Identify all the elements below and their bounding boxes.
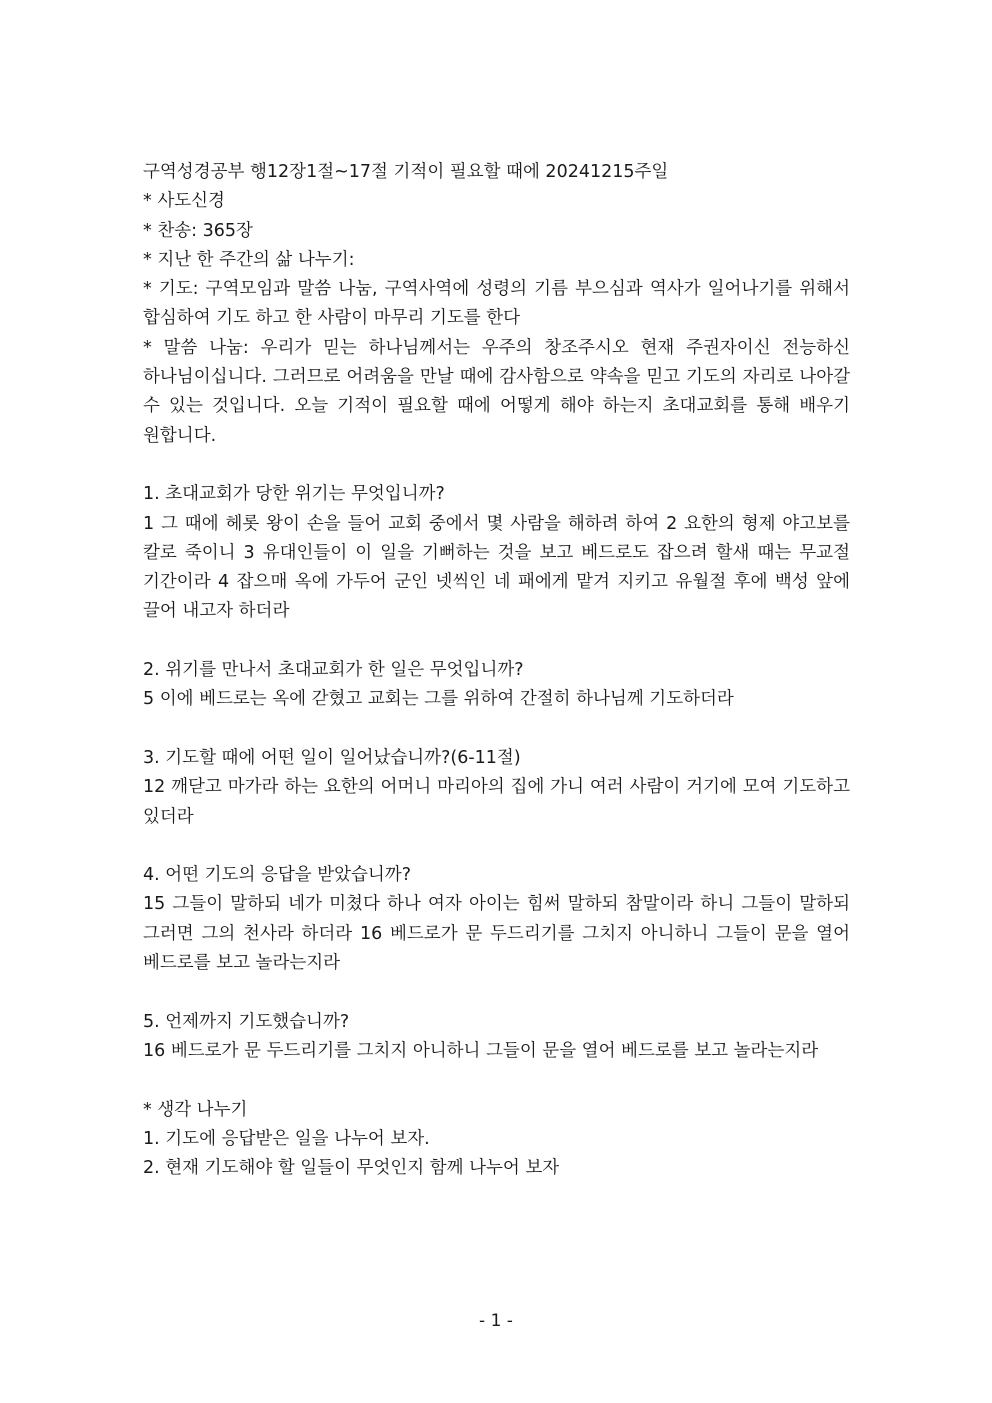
question-3: 3. 기도할 때에 어떤 일이 일어났습니까?(6-11절) [143, 747, 521, 768]
spacer [143, 627, 850, 656]
reflection-item: 1. 기도에 응답받은 일을 나누어 보자. [143, 1128, 430, 1149]
life-sharing-item: * 지난 한 주간의 삶 나누기: [143, 249, 355, 270]
answer-1: 1 그 때에 헤롯 왕이 손을 들어 교회 중에서 몇 사람을 해하려 하여 2 요한의 형제 야고보를 칼로 죽이니 3 유대인들이 이 일을 기뻐하는 것을 보고 베드로도 잡으려 할새 때는 무교절 기간이라 4 잡으매 옥에 가두어 군인 넷씩인 네 패에게 맡겨 지키고 유월절 후에 백성 앞에 끌어 내고자 하더라 [143, 513, 850, 622]
message-sharing-item: * 말씀 나눔: 우리가 믿는 하나님께서는 우주의 창조주시오 현재 주권자이신 전능하신 하나님이십니다. 그러므로 어려움을 만날 때에 감사함으로 약속을 믿고 기도의 자리로 나아갈 수 있는 것입니다. 오늘 기적이 필요할 때에 어떻게 해야 하는지 초대교회를 통해 배우기 원합니다. [143, 337, 850, 446]
answer-5: 16 베드로가 문 두드리기를 그치지 아니하니 그들이 문을 열어 베드로를 보고 놀라는지라 [143, 1040, 819, 1061]
spacer [143, 832, 850, 861]
prayer-item: * 기도: 구역모임과 말씀 나눔, 구역사역에 성령의 기름 부으심과 역사가 일어나기를 위해서 합심하여 기도 하고 한 사람이 마무리 기도를 한다 [143, 279, 850, 329]
question-5: 5. 언제까지 기도했습니까? [143, 1011, 350, 1032]
spacer [143, 978, 850, 1007]
spacer [143, 715, 850, 744]
spacer [143, 451, 850, 480]
question-1: 1. 초대교회가 당한 위기는 무엇입니까? [143, 484, 445, 505]
question-4: 4. 어떤 기도의 응답을 받았습니까? [143, 865, 412, 886]
document-title: 구역성경공부 행12장1절~17절 기적이 필요할 때에 20241215주일 [143, 162, 669, 182]
hymn-item: * 찬송: 365장 [143, 220, 253, 241]
reflection-item: 2. 현재 기도해야 할 일들이 무엇인지 함께 나누어 보자 [143, 1158, 560, 1179]
answer-3: 12 깨닫고 마가라 하는 요한의 어머니 마리아의 집에 가니 여러 사람이 거기에 모여 기도하고 있더라 [143, 777, 850, 827]
reflection-heading: * 생각 나누기 [143, 1099, 248, 1120]
answer-2: 5 이에 베드로는 옥에 갇혔고 교회는 그를 위하여 간절히 하나님께 기도하더라 [143, 689, 734, 710]
answer-4: 15 그들이 말하되 네가 미쳤다 하나 여자 아이는 힘써 말하되 참말이라 하니 그들이 말하되 그러면 그의 천사라 하더라 16 베드로가 문 두드리기를 그치지 아니하니 그들이 문을 열어 베드로를 보고 놀라는지라 [143, 894, 850, 974]
document-body [143, 158, 850, 1183]
question-2: 2. 위기를 만나서 초대교회가 한 일은 무엇입니까? [143, 660, 524, 681]
page-number: - 1 - [479, 1311, 513, 1331]
creed-item: * 사도신경 [143, 191, 225, 212]
spacer [143, 1066, 850, 1095]
